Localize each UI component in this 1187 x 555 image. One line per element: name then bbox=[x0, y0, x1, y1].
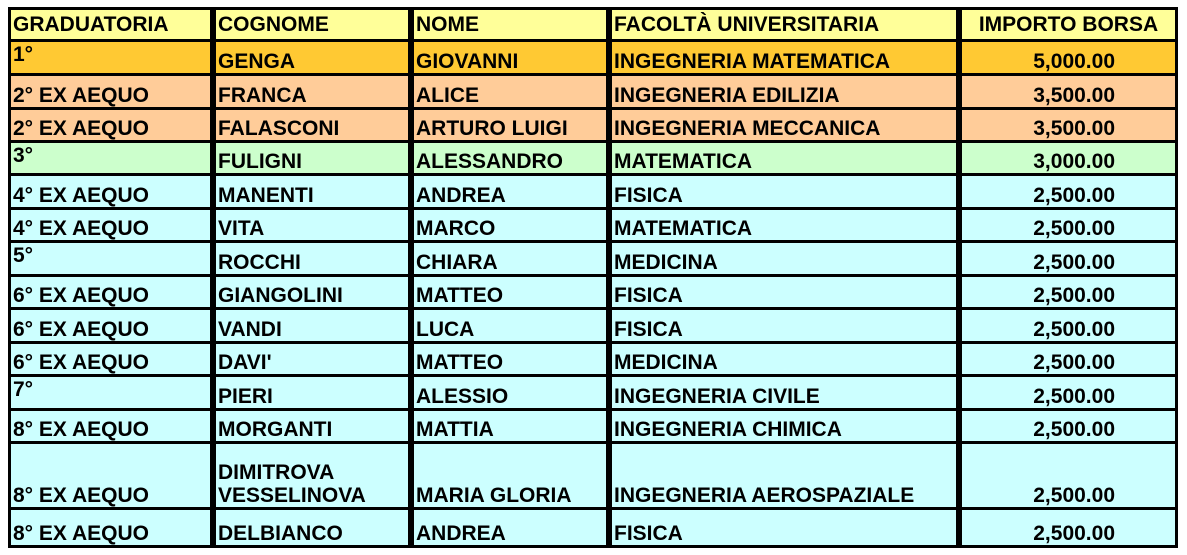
cell-nome: GIOVANNI bbox=[414, 42, 606, 73]
cell-facolta: INGEGNERIA CIVILE bbox=[612, 377, 956, 408]
cell-importo: 2,500.00 bbox=[962, 243, 1175, 274]
cell-nome: MATTEO bbox=[414, 344, 606, 374]
cell-cognome: PIERI bbox=[216, 377, 408, 408]
cell-importo: 2,500.00 bbox=[962, 444, 1175, 507]
cell-facolta: MATEMATICA bbox=[612, 210, 956, 240]
cell-graduatoria: 4° EX AEQUO bbox=[11, 176, 210, 207]
table-row bbox=[11, 277, 1175, 307]
cell-graduatoria: 6° EX AEQUO bbox=[11, 344, 210, 374]
cell-importo: 2,500.00 bbox=[962, 210, 1175, 240]
cell-nome: MARCO bbox=[414, 210, 606, 240]
cell-facolta: INGEGNERIA CHIMICA bbox=[612, 411, 956, 441]
cell-facolta: FISICA bbox=[612, 510, 956, 545]
cell-cognome: GENGA bbox=[216, 42, 408, 73]
cell-nome: CHIARA bbox=[414, 243, 606, 274]
cell-graduatoria: 5° bbox=[11, 243, 210, 274]
table-row bbox=[11, 310, 1175, 341]
cell-graduatoria: 1° bbox=[11, 42, 210, 73]
cell-facolta: INGEGNERIA MECCANICA bbox=[612, 110, 956, 140]
table-row bbox=[11, 510, 1175, 545]
cell-importo: 2,500.00 bbox=[962, 310, 1175, 341]
cell-cognome: VITA bbox=[216, 210, 408, 240]
table-row bbox=[11, 243, 1175, 274]
table-row bbox=[11, 176, 1175, 207]
table-row bbox=[11, 110, 1175, 140]
cell-cognome: MORGANTI bbox=[216, 411, 408, 441]
header-facolta: FACOLTÀ UNIVERSITARIA bbox=[612, 10, 956, 39]
cell-cognome: FALASCONI bbox=[216, 110, 408, 140]
table-row bbox=[11, 411, 1175, 441]
header-graduatoria: GRADUATORIA bbox=[11, 10, 210, 39]
cell-nome: ALESSANDRO bbox=[414, 143, 606, 173]
cell-cognome: FRANCA bbox=[216, 76, 408, 107]
cell-graduatoria: 7° bbox=[11, 377, 210, 408]
cell-graduatoria: 2° EX AEQUO bbox=[11, 76, 210, 107]
cell-facolta: MEDICINA bbox=[612, 243, 956, 274]
cell-cognome: FULIGNI bbox=[216, 143, 408, 173]
cell-facolta: INGEGNERIA MATEMATICA bbox=[612, 42, 956, 73]
scholarship-ranking-table bbox=[8, 7, 1178, 548]
cell-importo: 3,500.00 bbox=[962, 110, 1175, 140]
cell-cognome: DELBIANCO bbox=[216, 510, 408, 545]
table-row bbox=[11, 377, 1175, 408]
cell-importo: 3,500.00 bbox=[962, 76, 1175, 107]
cell-nome: ANDREA bbox=[414, 176, 606, 207]
cell-importo: 2,500.00 bbox=[962, 176, 1175, 207]
table-row bbox=[11, 76, 1175, 107]
cell-importo: 2,500.00 bbox=[962, 510, 1175, 545]
cell-facolta: FISICA bbox=[612, 310, 956, 341]
cell-nome: ALICE bbox=[414, 76, 606, 107]
cell-graduatoria: 6° EX AEQUO bbox=[11, 277, 210, 307]
cell-graduatoria: 8° EX AEQUO bbox=[11, 411, 210, 441]
cell-cognome: GIANGOLINI bbox=[216, 277, 408, 307]
header-importo: IMPORTO BORSA bbox=[962, 10, 1175, 39]
cell-importo: 3,000.00 bbox=[962, 143, 1175, 173]
cell-cognome: VANDI bbox=[216, 310, 408, 341]
cell-facolta: INGEGNERIA AEROSPAZIALE bbox=[612, 444, 956, 507]
cell-graduatoria: 3° bbox=[11, 143, 210, 173]
cell-facolta: FISICA bbox=[612, 277, 956, 307]
cell-cognome: DAVI' bbox=[216, 344, 408, 374]
table-row bbox=[11, 210, 1175, 240]
cell-graduatoria: 8° EX AEQUO bbox=[11, 444, 210, 507]
table-row bbox=[11, 143, 1175, 173]
cell-facolta: FISICA bbox=[612, 176, 956, 207]
cell-nome: ALESSIO bbox=[414, 377, 606, 408]
cell-graduatoria: 8° EX AEQUO bbox=[11, 510, 210, 545]
cell-graduatoria: 2° EX AEQUO bbox=[11, 110, 210, 140]
cell-facolta: MATEMATICA bbox=[612, 143, 956, 173]
cell-nome: ARTURO LUIGI bbox=[414, 110, 606, 140]
cell-cognome: DIMITROVA VESSELINOVA bbox=[216, 444, 408, 507]
cell-graduatoria: 4° EX AEQUO bbox=[11, 210, 210, 240]
table-row bbox=[11, 42, 1175, 73]
cell-importo: 2,500.00 bbox=[962, 277, 1175, 307]
cell-nome: MATTIA bbox=[414, 411, 606, 441]
cell-importo: 2,500.00 bbox=[962, 377, 1175, 408]
cell-cognome: MANENTI bbox=[216, 176, 408, 207]
header-cognome: COGNOME bbox=[216, 10, 408, 39]
cell-importo: 2,500.00 bbox=[962, 344, 1175, 374]
cell-nome: ANDREA bbox=[414, 510, 606, 545]
cell-cognome: ROCCHI bbox=[216, 243, 408, 274]
header-nome: NOME bbox=[414, 10, 606, 39]
cell-nome: LUCA bbox=[414, 310, 606, 341]
table-header-row bbox=[11, 10, 1175, 39]
cell-facolta: INGEGNERIA EDILIZIA bbox=[612, 76, 956, 107]
cell-importo: 2,500.00 bbox=[962, 411, 1175, 441]
cell-facolta: MEDICINA bbox=[612, 344, 956, 374]
table-row bbox=[11, 344, 1175, 374]
cell-nome: MARIA GLORIA bbox=[414, 444, 606, 507]
table-row bbox=[11, 444, 1175, 507]
cell-importo: 5,000.00 bbox=[962, 42, 1175, 73]
cell-graduatoria: 6° EX AEQUO bbox=[11, 310, 210, 341]
cell-nome: MATTEO bbox=[414, 277, 606, 307]
